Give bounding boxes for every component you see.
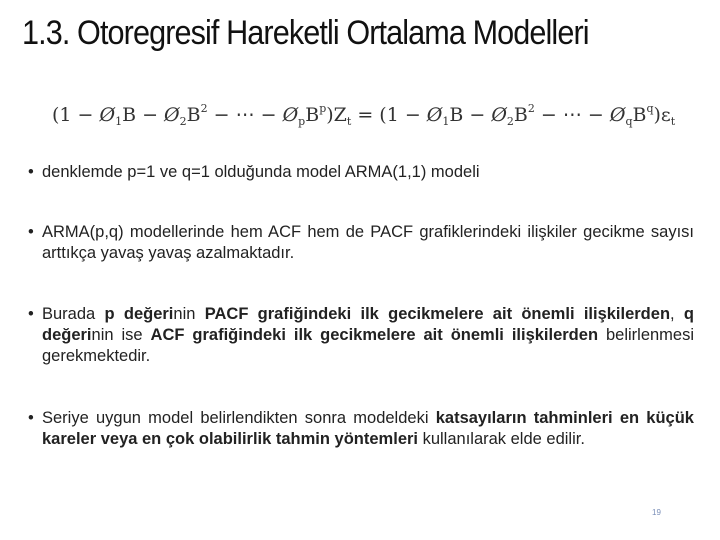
bullet-item [28,162,694,183]
bullet-icon: • [28,223,34,241]
bullet-item [28,222,694,264]
page-number: 19 [652,508,661,517]
bullet-text: denklemde p=1 ve q=1 olduğunda model ARMA(1,1) modeli [42,163,480,181]
bullet-item [28,408,694,450]
bullet-icon: • [28,305,34,323]
arma-equation: ($1 - Ø_1B$ − $Ø_2B^2$ − ⋯ − $Ø_pB^p)Z_t = (1$ − $Ø_1B$ − $Ø_2B^2$ − ⋯ − $Ø_qB^q)\varepsilon_t$ [52,102,676,128]
bullet-item [28,304,694,367]
bullet-icon: • [28,409,34,427]
page-title: 1.3. Otoregresif Hareketli Ortalama Modelleri [22,14,589,52]
bullet-icon: • [28,163,34,181]
bullet-text: ARMA(p,q) modellerinde hem ACF hem de PACF grafiklerindeki ilişkiler gecikme sayısı arttıkça yavaş yavaş azalmaktadır. [42,223,694,262]
bullet-text: Burada p değerinin PACF grafiğindeki ilk gecikmelere ait önemli ilişkilerden, q değerinin ise ACF grafiğindeki ilk gecikmelere ait önemli ilişkilerden belirlenmesi gerekmektedir. [42,305,695,365]
bullet-text: Seriye uygun model belirlendikten sonra modeldeki katsayıların tahminleri en küçük kareler veya en çok olabilirlik tahmin yöntemleri kullanılarak elde edilir. [42,409,694,448]
